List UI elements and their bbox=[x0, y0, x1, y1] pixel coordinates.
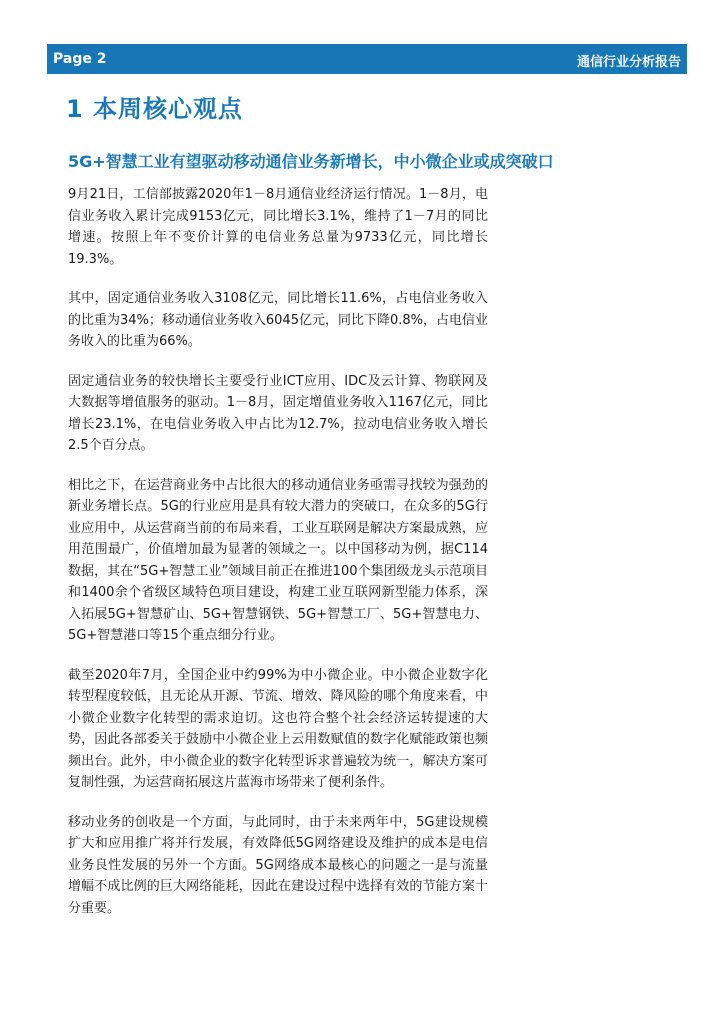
paragraph: 固定通信业务的较快增长主要受行业ICT应用、IDC及云计算、物联网及大数据等增值服务的驱动。1－8月，固定增值业务收入1167亿元，同比增长23.1%，在电信业务收入中占比为12.7%，拉动电信业务收入增长2.5个百分点。 bbox=[68, 373, 488, 453]
report-title: 通信行业分析报告 bbox=[576, 55, 681, 70]
paragraph: 9月21日，工信部披露2020年1－8月通信业经济运行情况。1－8月，电信业务收入累计完成9153亿元，同比增长3.1%，维持了1－7月的同比增速。按照上年不变价计算的电信业务总量为9733亿元，同比增长19.3%。 bbox=[68, 187, 488, 267]
page-header-bar bbox=[47, 44, 687, 74]
paragraph: 相比之下，在运营商业务中占比很大的移动通信业务亟需寻找较为强劲的新业务增长点。5G的行业应用是具有较大潜力的突破口，在众多的5G行业应用中，从运营商当前的布局来看，工业互联网是解决方案最成熟，应用范围最广，价值增加最为显著的领域之一。以中国移动为例，据C114数据，其在“5G+智慧工业”领域目前正在推进100个集团级龙头示范项目和1400余个省级区域特色项目建设，构建工业互联网新型能力体系，深入拓展5G+智慧矿山、5G+智慧钢铁、5G+智慧工厂、5G+智慧电力、5G+智慧港口等15个重点细分行业。 bbox=[68, 477, 488, 643]
paragraph: 其中，固定通信业务收入3108亿元，同比增长11.6%，占电信业务收入的比重为34%；移动通信业务收入6045亿元，同比下降0.8%，占电信业务收入的比重为66%。 bbox=[68, 291, 489, 349]
page-number: Page 2 bbox=[53, 51, 107, 67]
paragraph: 截至2020年7月，全国企业中约99%为中小微企业。中小微企业数字化转型程度较低，且无论从开源、节流、增效、降风险的哪个角度来看，中小微企业数字化转型的需求迫切。这也符合整个社会经济运转提速的大势，因此各部委关于鼓励中小微企业上云用数赋值的数字化赋能政策也频频出台。此外，中小微企业的数字化转型诉求普遍较为统一，解决方案可复制性强，为运营商拓展这片蓝海市场带来了便利条件。 bbox=[68, 667, 488, 790]
body-content bbox=[68, 184, 488, 937]
section-title: 1 本周核心观点 bbox=[66, 95, 244, 123]
section-subtitle: 5G+智慧工业有望驱动移动通信业务新增长，中小微企业或成突破口 bbox=[68, 152, 554, 171]
paragraph: 移动业务的创收是一个方面，与此同时，由于未来两年中，5G建设规模扩大和应用推广将并行发展，有效降低5G网络建设及维护的成本是电信业务良性发展的另外一个方面。5G网络成本最核心的问题之一是与流量增幅不成比例的巨大网络能耗，因此在建设过程中选择有效的节能方案十分重要。 bbox=[68, 814, 488, 916]
